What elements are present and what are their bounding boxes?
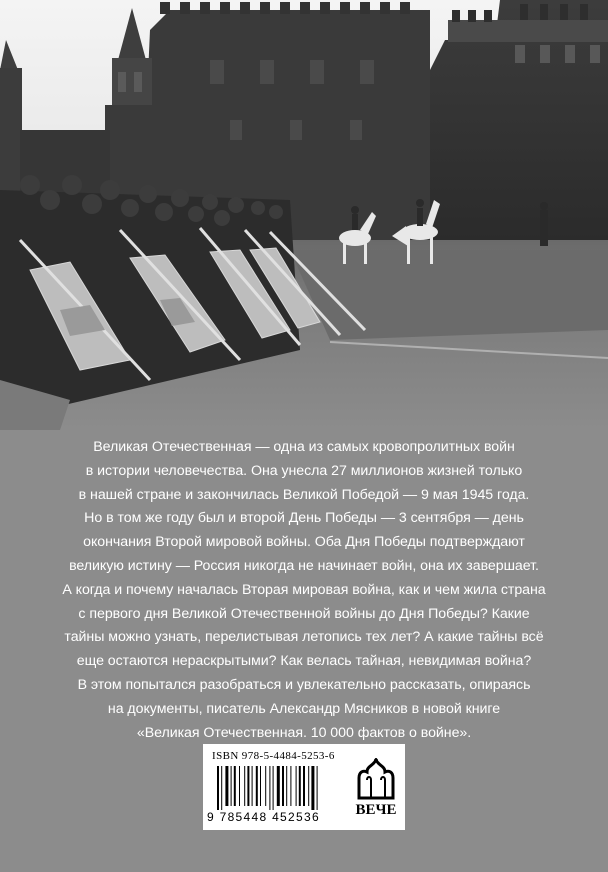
- publisher-name: ВЕЧЕ: [355, 802, 397, 818]
- barcode-bar: [286, 766, 287, 806]
- barcode-bar: [217, 766, 219, 810]
- veche-logo-icon: [353, 758, 399, 804]
- barcode-bar: [260, 766, 261, 806]
- cover-photo: [0, 0, 608, 430]
- barcode-bar: [239, 766, 240, 806]
- barcode-digits: 9 785448 452536: [207, 810, 320, 824]
- barcode-bars: [217, 766, 347, 810]
- barcode-bar: [282, 766, 284, 806]
- barcode-bar: [303, 766, 305, 806]
- blurb-line: еще остаются нераскрытыми? Как велась тайная, невидимая война?: [76, 653, 532, 670]
- blurb-line: в нашей стране и закончилась Великой Победой — 9 мая 1945 года.: [78, 486, 530, 503]
- blurb-line: тайны можно узнать, перелистывая летопись тех лет? А какие тайны всё: [64, 629, 544, 646]
- isbn-label: ISBN 978-5-4484-5253-6: [212, 750, 335, 762]
- blurb-line: «Великая Отечественная. 10 000 фактов о войне».: [136, 724, 472, 741]
- blurb-line: Но в том же году был и второй День Победы — 3 сентября — день: [84, 510, 524, 527]
- blurb-line: великую истину — Россия никогда не начинает войн, она их завершает.: [69, 557, 539, 574]
- barcode-bar: [221, 766, 222, 810]
- barcode-bar: [277, 766, 280, 806]
- barcode-bar: [252, 766, 253, 806]
- barcode-bar: [247, 766, 249, 806]
- barcode-bar: [317, 766, 318, 810]
- blurb-line: окончания Второй мировой войны. Оба Дня Победы подтверждают: [83, 534, 525, 551]
- barcode-bar: [225, 766, 228, 806]
- blurb-line: А когда и почему началась Вторая мировая война, как и чем жила страна: [62, 581, 546, 598]
- blurb-line: на документы, писатель Александр Мясников в новой книге: [107, 700, 501, 717]
- parade-photo-illustration: [0, 0, 608, 430]
- blurb-line: с первого дня Великой Отечественной войны до Дня Победы? Какие: [78, 605, 530, 622]
- barcode-bar: [234, 766, 236, 806]
- blurb-line: В этом попытался разобраться и увлекательно рассказать, опираясь: [77, 676, 531, 693]
- barcode-bar: [296, 766, 297, 806]
- barcode-bar: [269, 766, 270, 810]
- barcode-bar: [290, 766, 291, 806]
- barcode-bar: [256, 766, 258, 806]
- publisher-logo: [353, 758, 399, 822]
- barcode-bar: [299, 766, 301, 806]
- blurb-text: [50, 436, 558, 745]
- barcode-bar: [308, 766, 309, 806]
- barcode-bar: [273, 766, 274, 810]
- barcode-bar: [311, 766, 314, 810]
- barcode-bar: [231, 766, 232, 806]
- barcode-panel: [203, 744, 405, 830]
- blurb-line: Великая Отечественная — одна из самых кровопролитных войн: [93, 439, 515, 455]
- blurb-line: в истории человечества. Она унесла 27 миллионов жизней только: [85, 462, 523, 479]
- barcode-bar: [244, 766, 245, 806]
- barcode-bar: [265, 766, 266, 806]
